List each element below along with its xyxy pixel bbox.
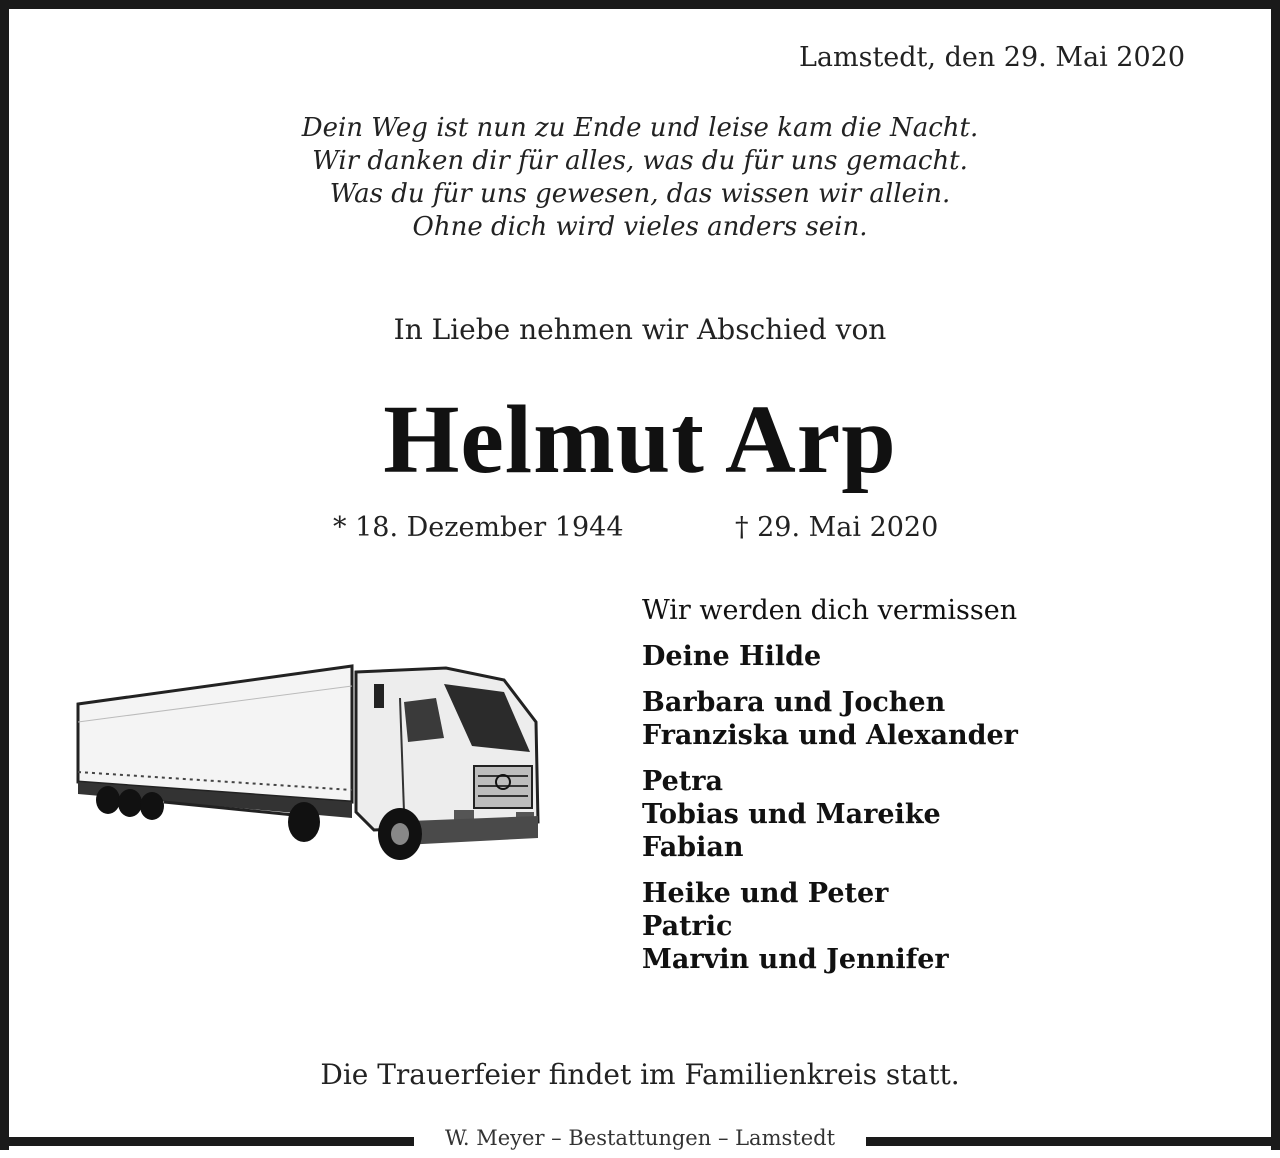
mourner-name: Deine Hilde [642,641,822,672]
poem-line: Dein Weg ist nun zu Ende und leise kam die Nacht. [301,113,979,143]
mourner-name: Tobias und Mareike [642,799,941,830]
ceremony-note: Die Trauerfeier findet im Familienkreis statt. [320,1058,960,1091]
funeral-home: W. Meyer – Bestattungen – Lamstedt [444,1126,836,1150]
poem [0,112,1280,244]
border-top [0,0,1280,9]
mourner-name: Patric [642,911,733,942]
mourner-name: Heike und Peter [642,878,889,909]
mourner-name: Marvin und Jennifer [642,944,949,975]
mourners-lead: Wir werden dich vermissen [642,595,1018,626]
mourner-group [642,640,1202,673]
border-bottom-left [0,1137,414,1146]
mourner-group [642,765,1202,864]
mourners-list [642,594,1202,989]
farewell-intro: In Liebe nehmen wir Abschied von [393,313,887,346]
mourner-name: Barbara und Jochen [642,687,946,718]
poem-line: Was du für uns gewesen, das wissen wir allein. [329,179,951,209]
truck-image [74,662,540,868]
birth-date: * 18. Dezember 1944 [333,512,624,543]
mourner-name: Petra [642,766,723,797]
deceased-name: Helmut Arp [383,386,897,494]
poem-line: Ohne dich wird vieles anders sein. [412,212,868,242]
border-bottom-right [866,1137,1280,1146]
mourner-group [642,877,1202,976]
death-date: † 29. Mai 2020 [735,512,939,543]
poem-line: Wir danken dir für alles, was du für uns gemacht. [312,146,968,176]
mourner-name: Fabian [642,832,744,863]
mourner-name: Franziska und Alexander [642,720,1018,751]
mourner-group [642,686,1202,752]
place-date: Lamstedt, den 29. Mai 2020 [798,42,1185,73]
